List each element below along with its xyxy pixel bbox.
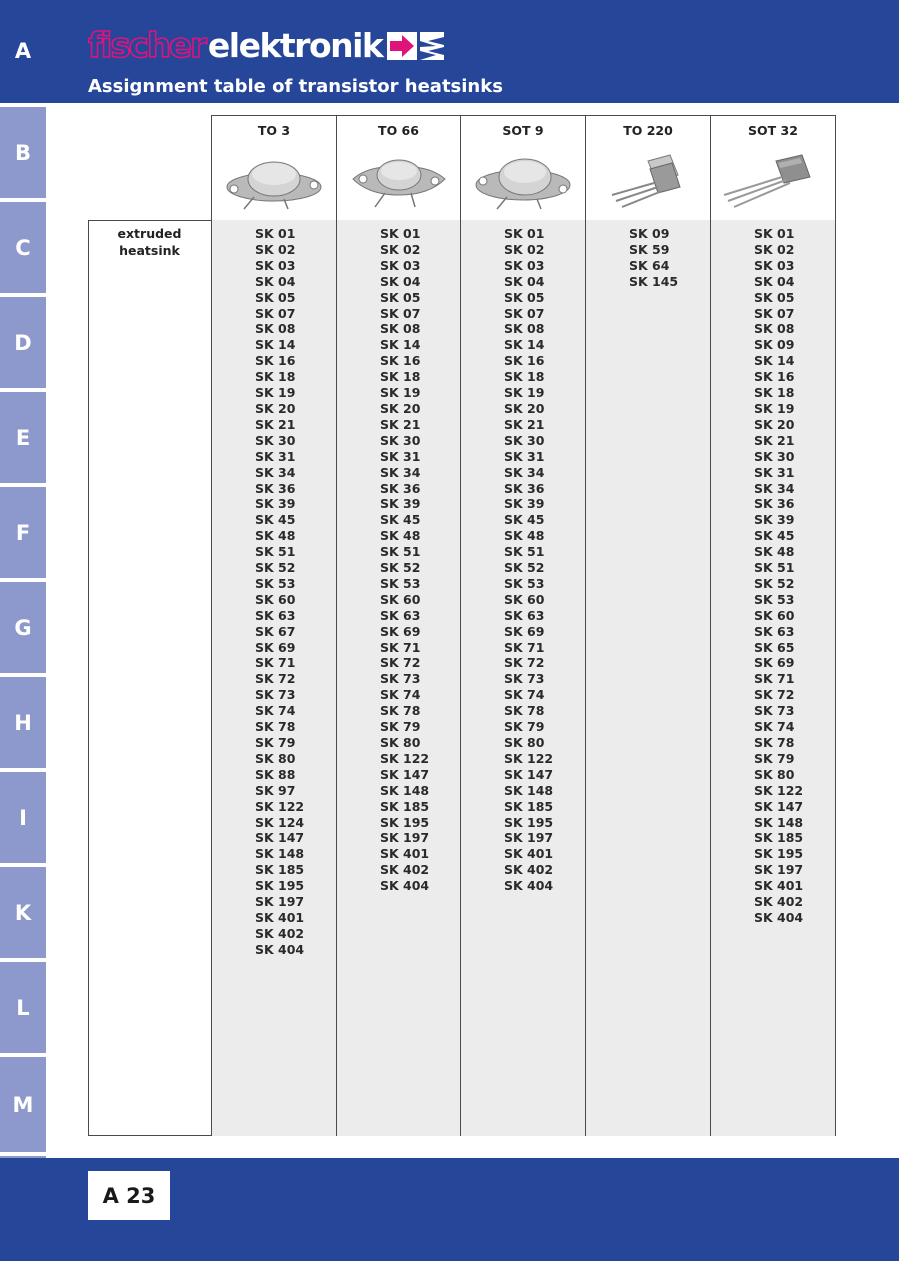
heatsink-item: SK 53 bbox=[754, 591, 795, 607]
heatsink-item: SK 03 bbox=[255, 257, 296, 273]
heatsink-item: SK 71 bbox=[504, 639, 545, 655]
column-header-sot32 bbox=[710, 115, 836, 221]
heatsink-item: SK 148 bbox=[255, 846, 305, 862]
tab-e[interactable]: E bbox=[0, 392, 46, 483]
heatsink-item: SK 05 bbox=[754, 289, 795, 305]
heatsink-item: SK 185 bbox=[380, 798, 430, 814]
heatsink-item: SK 401 bbox=[504, 846, 554, 862]
heatsink-item: SK 01 bbox=[504, 226, 545, 241]
heatsink-item: SK 36 bbox=[754, 496, 795, 512]
heatsink-item: SK 60 bbox=[255, 591, 296, 607]
heatsink-item: SK 60 bbox=[504, 591, 545, 607]
heatsink-item: SK 73 bbox=[255, 687, 296, 703]
heatsink-item: SK 52 bbox=[255, 560, 296, 576]
heatsink-item: SK 145 bbox=[629, 273, 679, 289]
heatsink-item: SK 08 bbox=[255, 321, 296, 337]
heatsink-item: SK 195 bbox=[255, 878, 305, 894]
heatsink-item: SK 21 bbox=[255, 416, 296, 432]
heatsink-item: SK 401 bbox=[255, 909, 305, 925]
heatsink-item: SK 79 bbox=[255, 735, 296, 750]
heatsink-item: SK 34 bbox=[380, 464, 421, 480]
heatsink-item: SK 71 bbox=[255, 655, 296, 671]
heatsink-item: SK 02 bbox=[754, 241, 795, 257]
heatsink-item: SK 80 bbox=[754, 766, 795, 782]
heatsink-item: SK 402 bbox=[754, 894, 804, 910]
heatsink-item: SK 404 bbox=[380, 878, 430, 894]
heatsink-item: SK 04 bbox=[255, 273, 296, 289]
heatsink-item: SK 72 bbox=[255, 671, 296, 687]
heatsink-item: SK 21 bbox=[504, 416, 545, 432]
tab-g[interactable]: G bbox=[0, 582, 46, 673]
heatsink-item: SK 124 bbox=[255, 814, 305, 830]
heatsink-item: SK 195 bbox=[754, 846, 804, 862]
heatsink-item: SK 34 bbox=[754, 480, 795, 496]
heatsink-item: SK 08 bbox=[380, 321, 421, 337]
logo-elektronik-text: elektronik bbox=[207, 26, 383, 65]
heatsink-item: SK 36 bbox=[380, 480, 421, 496]
column-title: TO 220 bbox=[623, 123, 673, 138]
heatsink-item: SK 39 bbox=[754, 512, 795, 528]
heatsink-item: SK 08 bbox=[504, 321, 545, 337]
heatsink-item: SK 63 bbox=[255, 607, 296, 623]
heatsink-item: SK 60 bbox=[754, 607, 795, 623]
heatsink-item: SK 48 bbox=[255, 528, 296, 544]
heatsink-item: SK 71 bbox=[380, 639, 421, 655]
to66-transistor-icon bbox=[349, 149, 449, 211]
heatsink-item: SK 39 bbox=[504, 496, 545, 512]
heatsink-item: SK 04 bbox=[504, 273, 545, 289]
heatsink-item: SK 78 bbox=[255, 719, 296, 735]
heatsink-item: SK 80 bbox=[255, 750, 296, 766]
to220-transistor-icon bbox=[598, 149, 698, 211]
heatsink-item: SK 79 bbox=[504, 719, 545, 735]
heatsink-item: SK 01 bbox=[754, 226, 795, 241]
heatsink-item: SK 19 bbox=[504, 385, 545, 401]
heatsink-item: SK 69 bbox=[380, 623, 421, 639]
heatsink-item: SK 401 bbox=[754, 878, 804, 894]
heatsink-item: SK 79 bbox=[380, 719, 421, 735]
heatsink-item: SK 402 bbox=[380, 862, 430, 878]
heatsink-item: SK 31 bbox=[504, 448, 545, 464]
heatsink-list-to3 bbox=[212, 220, 337, 958]
page-number: A 23 bbox=[88, 1171, 170, 1220]
heatsink-item: SK 71 bbox=[754, 671, 795, 687]
logo-fischer-text: fischer bbox=[88, 26, 205, 66]
heatsink-item: SK 07 bbox=[504, 305, 545, 321]
heatsink-item: SK 74 bbox=[380, 687, 421, 703]
heatsink-item: SK 148 bbox=[380, 782, 430, 798]
heatsink-item: SK 03 bbox=[504, 257, 545, 273]
heatsink-item: SK 07 bbox=[255, 305, 296, 321]
heatsink-item: SK 16 bbox=[754, 369, 795, 385]
heatsink-item: SK 402 bbox=[504, 862, 554, 878]
column-header-sot9 bbox=[460, 115, 586, 221]
heatsink-item: SK 195 bbox=[380, 814, 430, 830]
heatsink-item: SK 36 bbox=[255, 480, 296, 496]
heatsink-item: SK 122 bbox=[504, 750, 554, 766]
heatsink-item: SK 20 bbox=[380, 400, 421, 416]
heatsink-item: SK 147 bbox=[380, 766, 430, 782]
heatsink-item: SK 39 bbox=[255, 496, 296, 512]
heatsink-item: SK 59 bbox=[629, 241, 670, 257]
heatsink-item: SK 05 bbox=[504, 289, 545, 305]
heatsink-item: SK 404 bbox=[754, 909, 804, 925]
heatsink-item: SK 01 bbox=[380, 226, 421, 241]
heatsink-item: SK 185 bbox=[754, 830, 804, 846]
heatsink-item: SK 69 bbox=[754, 655, 795, 671]
column-body-to220 bbox=[585, 220, 711, 1136]
heatsink-item: SK 74 bbox=[504, 687, 545, 703]
heatsink-item: SK 14 bbox=[380, 337, 421, 353]
heatsink-item: SK 45 bbox=[380, 512, 421, 528]
heatsink-item: SK 48 bbox=[380, 528, 421, 544]
heatsink-item: SK 73 bbox=[380, 671, 421, 687]
heatsink-item: SK 48 bbox=[504, 528, 545, 544]
heatsink-item: SK 74 bbox=[255, 703, 296, 719]
heatsink-item: SK 53 bbox=[255, 575, 296, 591]
heatsink-list-to66 bbox=[337, 220, 461, 894]
heatsink-item: SK 148 bbox=[754, 814, 804, 830]
heatsink-item: SK 09 bbox=[629, 226, 670, 241]
heatsink-item: SK 14 bbox=[504, 337, 545, 353]
side-index-tabs bbox=[0, 0, 46, 1261]
heatsink-item: SK 147 bbox=[255, 830, 305, 846]
tab-i[interactable]: I bbox=[0, 772, 46, 863]
sot32-transistor-icon bbox=[718, 149, 828, 211]
heatsink-item: SK 97 bbox=[255, 782, 296, 798]
heatsink-item: SK 80 bbox=[380, 735, 421, 750]
column-title: SOT 9 bbox=[502, 123, 544, 138]
heatsink-item: SK 19 bbox=[380, 385, 421, 401]
heatsink-item: SK 45 bbox=[754, 528, 795, 544]
heatsink-item: SK 52 bbox=[504, 560, 545, 576]
sot9-transistor-icon bbox=[473, 149, 573, 211]
heatsink-item: SK 02 bbox=[255, 241, 296, 257]
heatsink-item: SK 122 bbox=[754, 782, 804, 798]
heatsink-item: SK 19 bbox=[754, 400, 795, 416]
heatsink-item: SK 30 bbox=[255, 432, 296, 448]
tab-m[interactable]: M bbox=[0, 1057, 46, 1152]
heatsink-item: SK 31 bbox=[255, 448, 296, 464]
heatsink-item: SK 34 bbox=[255, 464, 296, 480]
heatsink-item: SK 30 bbox=[504, 432, 545, 448]
heatsink-item: SK 08 bbox=[754, 321, 795, 337]
heatsink-item: SK 73 bbox=[754, 703, 795, 719]
heatsink-item: SK 02 bbox=[504, 241, 545, 257]
heatsink-item: SK 122 bbox=[380, 750, 430, 766]
heatsink-item: SK 51 bbox=[754, 560, 795, 576]
heatsink-item: SK 20 bbox=[754, 416, 795, 432]
heatsink-item: SK 03 bbox=[380, 257, 421, 273]
heatsink-item: SK 69 bbox=[504, 623, 545, 639]
heatsink-item: SK 185 bbox=[255, 862, 305, 878]
heatsink-item: SK 51 bbox=[380, 544, 421, 560]
heatsink-item: SK 31 bbox=[380, 448, 421, 464]
heatsink-item: SK 05 bbox=[255, 289, 296, 305]
heatsink-item: SK 52 bbox=[754, 575, 795, 591]
heatsink-item: SK 63 bbox=[504, 607, 545, 623]
heatsink-item: SK 79 bbox=[754, 750, 795, 766]
heatsink-item: SK 16 bbox=[504, 353, 545, 369]
heatsink-item: SK 197 bbox=[754, 862, 804, 878]
heatsink-item: SK 21 bbox=[380, 416, 421, 432]
column-title: TO 3 bbox=[257, 123, 291, 138]
heatsink-item: SK 69 bbox=[255, 639, 296, 655]
heatsink-item: SK 36 bbox=[504, 480, 545, 496]
heatsink-item: SK 16 bbox=[380, 353, 421, 369]
tab-f[interactable]: F bbox=[0, 487, 46, 578]
heatsink-list-sot9 bbox=[461, 220, 586, 894]
column-body-to66 bbox=[336, 220, 461, 1136]
heatsink-item: SK 197 bbox=[255, 894, 305, 910]
heatsink-item: SK 64 bbox=[629, 257, 670, 273]
heatsink-item: SK 147 bbox=[504, 766, 554, 782]
heatsink-item: SK 09 bbox=[754, 337, 795, 353]
heatsink-item: SK 20 bbox=[504, 400, 545, 416]
heatsink-item: SK 67 bbox=[255, 623, 296, 639]
heatsink-item: SK 78 bbox=[504, 703, 545, 719]
heatsink-item: SK 20 bbox=[255, 400, 296, 416]
heatsink-item: SK 18 bbox=[754, 385, 795, 401]
to3-transistor-icon bbox=[224, 149, 324, 211]
column-header-to3 bbox=[211, 115, 337, 221]
heatsink-item: SK 45 bbox=[255, 512, 296, 528]
tab-h[interactable]: H bbox=[0, 677, 46, 768]
tab-d[interactable]: D bbox=[0, 297, 46, 388]
column-body-sot32 bbox=[710, 220, 836, 1136]
heatsink-item: SK 74 bbox=[754, 719, 795, 735]
heatsink-item: SK 01 bbox=[255, 226, 296, 241]
heatsink-item: SK 78 bbox=[754, 735, 795, 750]
column-title: SOT 32 bbox=[748, 123, 798, 138]
heatsink-item: SK 52 bbox=[380, 560, 421, 576]
logo-arrow-icon bbox=[386, 29, 446, 63]
column-body-to3 bbox=[211, 220, 337, 1136]
heatsink-list-sot32 bbox=[711, 220, 835, 926]
heatsink-item: SK 18 bbox=[255, 369, 296, 385]
column-header-to220 bbox=[585, 115, 711, 221]
heatsink-item: SK 05 bbox=[380, 289, 421, 305]
tab-k[interactable]: K bbox=[0, 867, 46, 958]
tab-b[interactable]: B bbox=[0, 107, 46, 198]
heatsink-item: SK 31 bbox=[754, 464, 795, 480]
column-body-sot9 bbox=[460, 220, 586, 1136]
column-title: TO 66 bbox=[378, 123, 419, 138]
heatsink-item: SK 63 bbox=[380, 607, 421, 623]
heatsink-item: SK 197 bbox=[380, 830, 430, 846]
heatsink-item: SK 53 bbox=[380, 575, 421, 591]
heatsink-item: SK 195 bbox=[504, 814, 554, 830]
heatsink-item: SK 73 bbox=[504, 671, 545, 687]
tab-a[interactable]: A bbox=[0, 0, 46, 101]
brand-logo bbox=[88, 26, 446, 66]
heatsink-item: SK 80 bbox=[504, 735, 545, 750]
heatsink-item: SK 51 bbox=[255, 544, 296, 560]
heatsink-item: SK 122 bbox=[255, 798, 305, 814]
heatsink-item: SK 21 bbox=[754, 432, 795, 448]
row-label-extruded-heatsink: extruded heatsink bbox=[117, 226, 182, 258]
heatsink-item: SK 401 bbox=[380, 846, 430, 862]
page-subtitle: Assignment table of transistor heatsinks bbox=[88, 76, 503, 97]
heatsink-item: SK 34 bbox=[504, 464, 545, 480]
heatsink-item: SK 404 bbox=[255, 941, 305, 957]
heatsink-item: SK 51 bbox=[504, 544, 545, 560]
heatsink-item: SK 63 bbox=[754, 623, 795, 639]
heatsink-item: SK 185 bbox=[504, 798, 554, 814]
heatsink-item: SK 148 bbox=[504, 782, 554, 798]
heatsink-item: SK 07 bbox=[754, 305, 795, 321]
heatsink-item: SK 02 bbox=[380, 241, 421, 257]
heatsink-item: SK 404 bbox=[504, 878, 554, 894]
heatsink-item: SK 45 bbox=[504, 512, 545, 528]
tab-c[interactable]: C bbox=[0, 202, 46, 293]
heatsink-item: SK 72 bbox=[754, 687, 795, 703]
heatsink-item: SK 39 bbox=[380, 496, 421, 512]
heatsink-item: SK 60 bbox=[380, 591, 421, 607]
column-header-to66 bbox=[336, 115, 461, 221]
heatsink-item: SK 147 bbox=[754, 798, 804, 814]
heatsink-item: SK 53 bbox=[504, 575, 545, 591]
heatsink-item: SK 14 bbox=[754, 353, 795, 369]
heatsink-item: SK 19 bbox=[255, 385, 296, 401]
heatsink-item: SK 88 bbox=[255, 766, 296, 782]
heatsink-item: SK 18 bbox=[504, 369, 545, 385]
heatsink-item: SK 16 bbox=[255, 353, 296, 369]
heatsink-item: SK 78 bbox=[380, 703, 421, 719]
heatsink-item: SK 30 bbox=[754, 448, 795, 464]
heatsink-item: SK 18 bbox=[380, 369, 421, 385]
heatsink-item: SK 72 bbox=[504, 655, 545, 671]
heatsink-item: SK 03 bbox=[754, 257, 795, 273]
heatsink-item: SK 197 bbox=[504, 830, 554, 846]
heatsink-item: SK 07 bbox=[380, 305, 421, 321]
heatsink-item: SK 30 bbox=[380, 432, 421, 448]
tab-l[interactable]: L bbox=[0, 962, 46, 1053]
heatsink-item: SK 04 bbox=[380, 273, 421, 289]
heatsink-item: SK 65 bbox=[754, 639, 795, 655]
heatsink-list-to220 bbox=[586, 220, 711, 290]
heatsink-item: SK 04 bbox=[754, 273, 795, 289]
heatsink-item: SK 14 bbox=[255, 337, 296, 353]
heatsink-item: SK 48 bbox=[754, 544, 795, 560]
heatsink-item: SK 402 bbox=[255, 925, 305, 941]
heatsink-item: SK 72 bbox=[380, 655, 421, 671]
